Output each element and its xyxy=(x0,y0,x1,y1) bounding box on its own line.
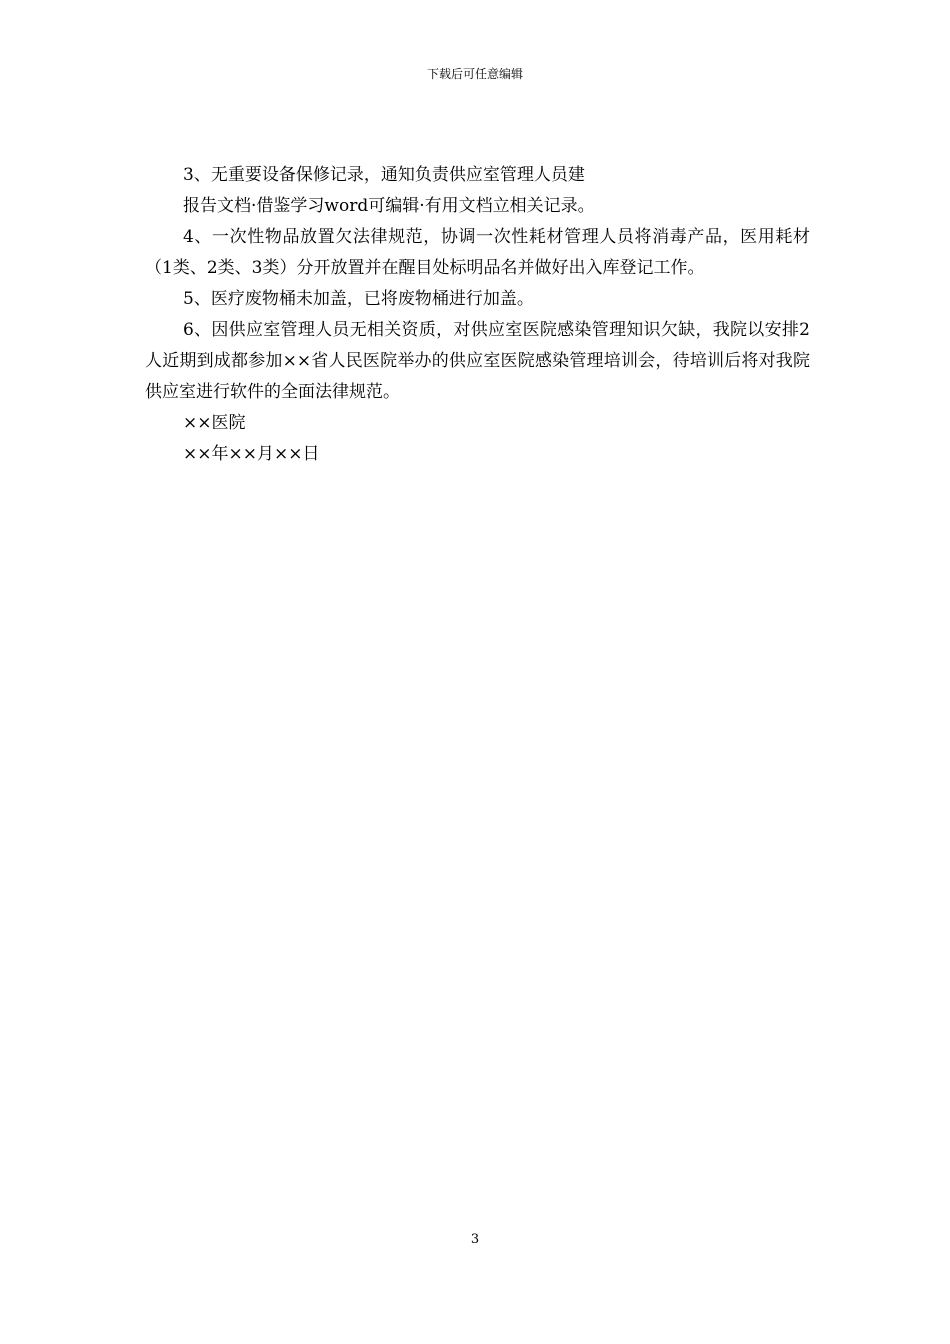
paragraph-item-4: 4、一次性物品放置欠法律规范，协调一次性耗材管理人员将消毒产品，医用耗材（1类、2类、3类）分开放置并在醒目处标明品名并做好出入库登记工作。 xyxy=(145,227,810,278)
page-header: 下载后可任意编辑 xyxy=(426,67,523,81)
paragraph-watermark-line: 报告文档·借鉴学习word可编辑·有用文档立相关记录。 xyxy=(183,196,595,216)
paragraph-item-5: 5、医疗废物桶未加盖，已将废物桶进行加盖。 xyxy=(183,289,534,309)
signature-organization: ××医院 xyxy=(183,413,246,433)
document-body xyxy=(145,160,810,470)
paragraph-item-6: 6、因供应室管理人员无相关资质，对供应室医院感染管理知识欠缺，我院以安排2人近期到成都参加××省人民医院举办的供应室医院感染管理培训会，待培训后将对我院供应室进行软件的全面法律规范。 xyxy=(145,320,810,402)
paragraph-item-3: 3、无重要设备保修记录，通知负责供应室管理人员建 xyxy=(183,165,585,185)
page-number: 3 xyxy=(470,1232,480,1247)
signature-date: ××年××月××日 xyxy=(183,444,320,464)
